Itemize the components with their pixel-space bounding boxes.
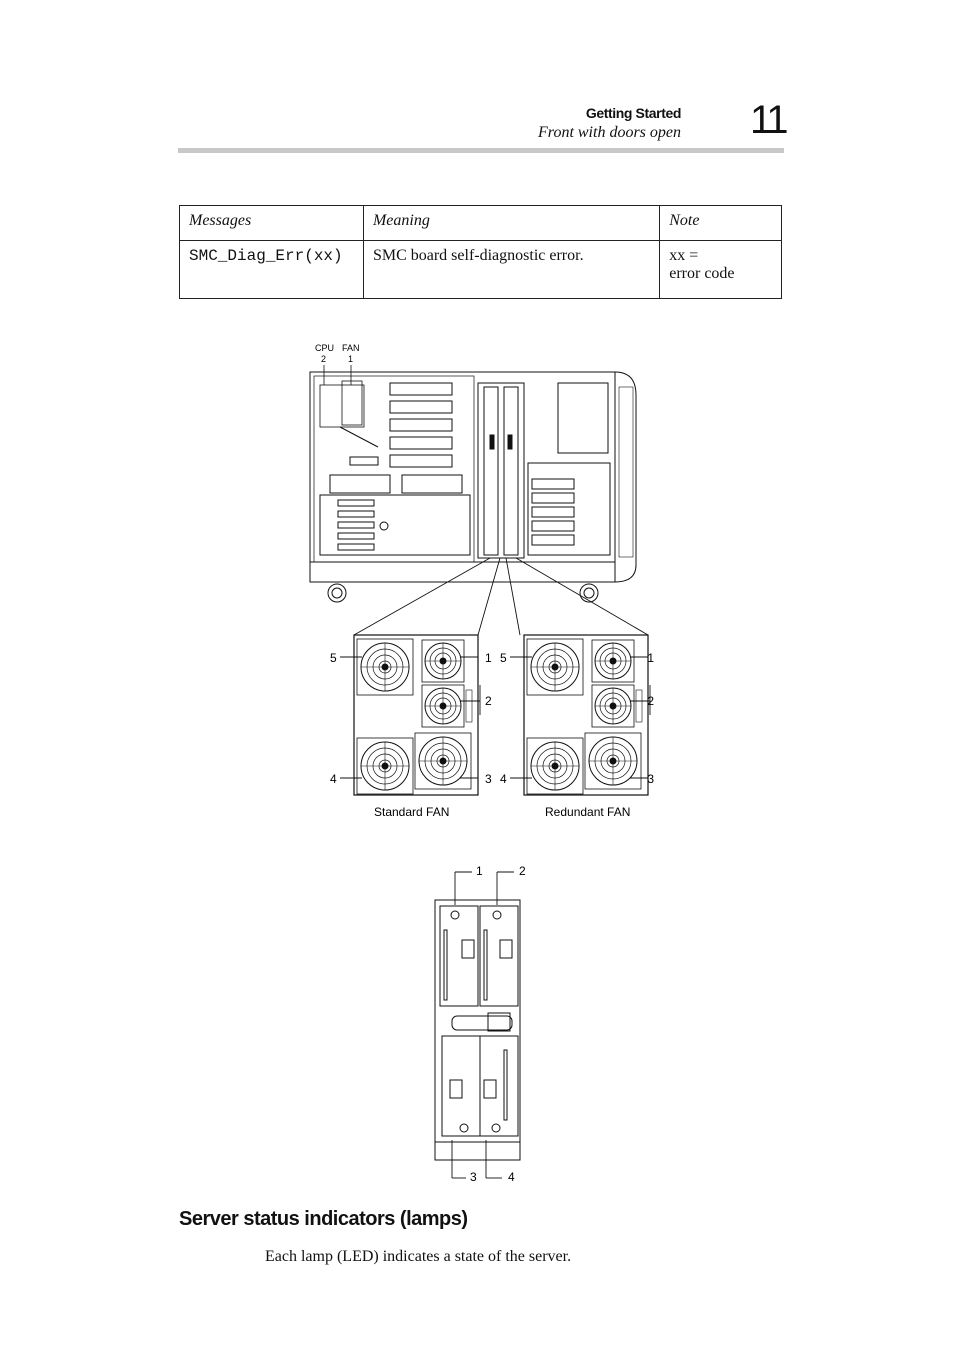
- callout-std-3: 3: [485, 772, 492, 786]
- callout-red-2: 2: [647, 694, 654, 708]
- header-rule: [178, 148, 784, 153]
- psu-callout-4: 4: [508, 1170, 515, 1184]
- note-line-2: error code: [669, 265, 735, 282]
- power-supply-diagram: [420, 860, 540, 1190]
- messages-table: [179, 205, 782, 299]
- callout-red-1: 1: [647, 651, 654, 665]
- power-supply-chassis: [435, 900, 520, 1160]
- psu-callout-1: 1: [476, 864, 483, 878]
- callout-std-1: 1: [485, 651, 492, 665]
- callout-red-5: 5: [500, 651, 507, 665]
- callout-std-4: 4: [330, 772, 337, 786]
- server-fan-diagram: [300, 335, 654, 825]
- section-body: Each lamp (LED) indicates a state of the server.: [265, 1248, 572, 1265]
- psu-callout-3: 3: [470, 1170, 477, 1184]
- callout-red-3: 3: [647, 772, 654, 786]
- section-title: Server status indicators (lamps): [179, 1208, 468, 1230]
- table-header-row: [180, 206, 782, 241]
- callout-std-2: 2: [485, 694, 492, 708]
- redundant-fan-caption: Redundant FAN: [545, 805, 631, 819]
- cell-note: [660, 241, 782, 299]
- cpu-label: CPU: [315, 343, 335, 353]
- redundant-fan-assembly: [524, 635, 648, 795]
- header-section-title: Getting Started: [585, 105, 681, 121]
- note-line-1: xx =: [669, 247, 699, 264]
- psu-callout-2: 2: [519, 864, 526, 878]
- cpu-number: 2: [321, 354, 327, 364]
- fan-number: 1: [348, 354, 354, 364]
- column-header-note: Note: [660, 206, 782, 241]
- standard-fan-caption: Standard FAN: [374, 805, 450, 819]
- callout-red-4: 4: [500, 772, 507, 786]
- fan-label: FAN: [342, 343, 360, 353]
- column-header-meaning: Meaning: [363, 206, 659, 241]
- page-number: 11: [750, 98, 786, 142]
- cell-meaning: SMC board self-diagnostic error.: [363, 241, 659, 299]
- column-header-messages: Messages: [180, 206, 364, 241]
- zoom-lines: [354, 558, 648, 635]
- cell-message: SMC_Diag_Err(xx): [180, 241, 364, 299]
- standard-fan-assembly: [354, 635, 478, 795]
- callout-std-5: 5: [330, 651, 337, 665]
- header-subsection-title: Front with doors open: [538, 124, 681, 141]
- table-row: [180, 241, 782, 299]
